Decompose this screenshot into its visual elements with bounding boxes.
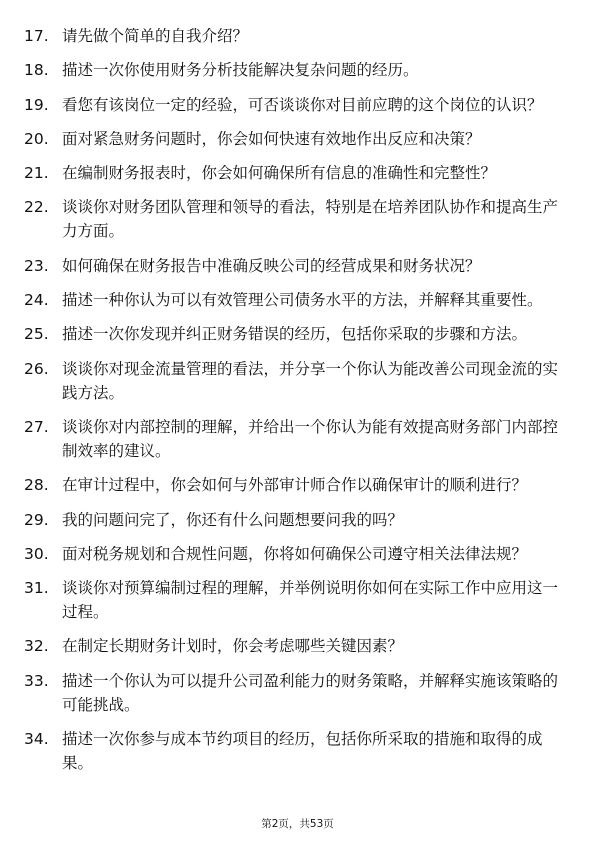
question-text: 面对紧急财务问题时，你会如何快速有效地作出反应和决策？	[62, 129, 481, 148]
question-number: 33.	[24, 671, 49, 690]
question-item	[24, 727, 564, 775]
question-item	[24, 93, 564, 117]
question-text: 描述一种你认为可以有效管理公司债务水平的方法，并解释其重要性。	[62, 291, 543, 310]
question-item	[24, 669, 564, 717]
question-item	[24, 415, 564, 463]
question-number: 31.	[24, 579, 49, 598]
question-number: 29.	[24, 510, 49, 529]
question-item	[24, 542, 564, 566]
question-text: 在制定长期财务计划时，你会考虑哪些关键因素？	[62, 637, 404, 656]
question-text: 在编制财务报表时，你会如何确保所有信息的准确性和完整性？	[62, 164, 497, 183]
question-item	[24, 254, 564, 278]
question-item	[24, 58, 564, 82]
question-text: 描述一次你发现并纠正财务错误的经历，包括你采取的步骤和方法。	[62, 325, 528, 344]
question-number: 21.	[24, 164, 49, 183]
question-text: 谈谈你对预算编制过程的理解，并举例说明你如何在实际工作中应用这一过程。	[62, 579, 559, 622]
question-text: 在审计过程中，你会如何与外部审计师合作以确保审计的顺利进行？	[62, 476, 528, 495]
question-text: 看您有该岗位一定的经验，可否谈谈你对目前应聘的这个岗位的认识？	[62, 95, 543, 114]
question-item	[24, 127, 564, 151]
question-item	[24, 322, 564, 346]
question-number: 17.	[24, 27, 49, 45]
question-text: 如何确保在财务报告中准确反映公司的经营成果和财务状况？	[62, 256, 481, 275]
question-text: 描述一次你参与成本节约项目的经历，包括你所采取的措施和取得的成果。	[62, 730, 543, 773]
question-item	[24, 195, 564, 243]
question-number: 30.	[24, 544, 49, 563]
question-number: 20.	[24, 129, 49, 148]
question-item	[24, 508, 564, 532]
question-number: 19.	[24, 95, 49, 114]
page-footer: 第2页，共53页	[261, 818, 334, 830]
question-text: 描述一个你认为可以提升公司盈利能力的财务策略，并解释实施该策略的可能挑战。	[62, 671, 559, 714]
question-text: 面对税务规划和合规性问题，你将如何确保公司遵守相关法律法规？	[62, 544, 528, 563]
question-item	[24, 24, 564, 48]
question-number: 18.	[24, 61, 49, 80]
question-text: 我的问题问完了，你还有什么问题想要问我的吗？	[62, 510, 404, 529]
question-number: 23.	[24, 256, 49, 275]
question-number: 34.	[24, 730, 49, 749]
question-item	[24, 473, 564, 497]
question-text: 谈谈你对财务团队管理和领导的看法，特别是在培养团队协作和提高生产力方面。	[62, 198, 559, 241]
question-item	[24, 288, 564, 312]
question-item	[24, 634, 564, 658]
question-item	[24, 357, 564, 405]
question-number: 22.	[24, 198, 49, 217]
question-text: 谈谈你对内部控制的理解，并给出一个你认为能有效提高财务部门内部控制效率的建议。	[62, 417, 559, 460]
question-number: 32.	[24, 637, 49, 656]
question-number: 28.	[24, 476, 49, 495]
question-item	[24, 576, 564, 624]
question-text: 描述一次你使用财务分析技能解决复杂问题的经历。	[62, 61, 419, 80]
question-list	[24, 24, 564, 785]
question-number: 27.	[24, 417, 49, 436]
question-number: 24.	[24, 291, 49, 310]
question-item	[24, 161, 564, 185]
question-number: 26.	[24, 359, 49, 378]
question-number: 25.	[24, 325, 49, 344]
question-text: 谈谈你对现金流量管理的看法，并分享一个你认为能改善公司现金流的实践方法。	[62, 359, 559, 402]
question-text: 请先做个简单的自我介绍？	[62, 27, 249, 45]
